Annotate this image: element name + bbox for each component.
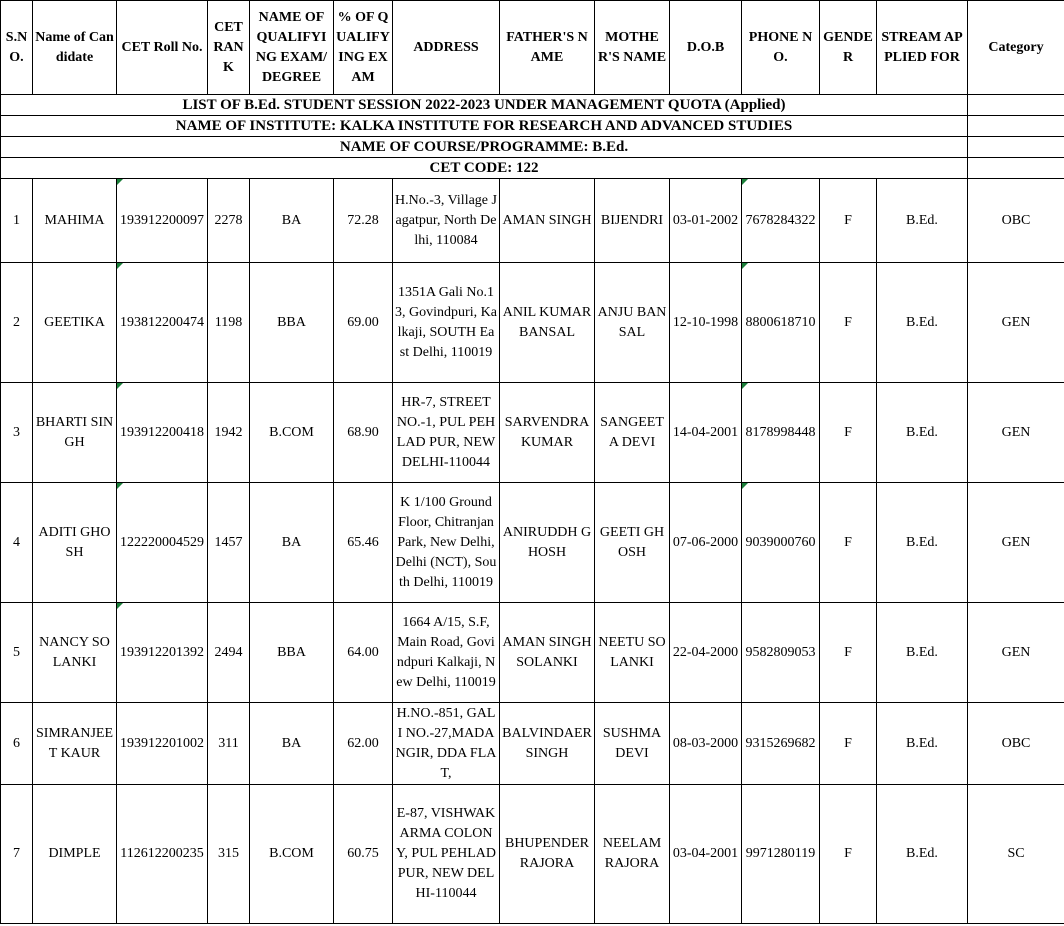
cell-category: OBC — [968, 179, 1064, 263]
title-row-course — [1, 137, 1064, 158]
cell-gender: F — [820, 483, 877, 603]
cell-name: GEETIKA — [33, 263, 117, 383]
cell-phone: 9582809053 — [742, 603, 820, 703]
header-stream: STREAM APPLIED FOR — [877, 1, 968, 95]
cell-dob: 03-01-2002 — [670, 179, 742, 263]
cell-rank: 315 — [208, 785, 250, 924]
cell-stream: B.Ed. — [877, 383, 968, 483]
cell-percent: 72.28 — [334, 179, 393, 263]
cell-sno: 6 — [1, 703, 33, 785]
cell-stream: B.Ed. — [877, 263, 968, 383]
cell-rank: 2278 — [208, 179, 250, 263]
header-phone: PHONE NO. — [742, 1, 820, 95]
cell-name: NANCY SOLANKI — [33, 603, 117, 703]
cell-mother-name: SUSHMA DEVI — [595, 703, 670, 785]
cell-phone: 9315269682 — [742, 703, 820, 785]
cell-father-name: BALVINDAER SINGH — [500, 703, 595, 785]
cell-category: OBC — [968, 703, 1064, 785]
cell-name: SIMRANJEET KAUR — [33, 703, 117, 785]
cell-gender: F — [820, 263, 877, 383]
cell-name: ADITI GHOSH — [33, 483, 117, 603]
title-spacer-cell — [968, 137, 1064, 158]
cell-stream: B.Ed. — [877, 785, 968, 924]
table-row — [1, 263, 1064, 383]
title-spacer-cell — [968, 116, 1064, 137]
cell-address: 1664 A/15, S.F, Main Road, Govindpuri Kalkaji, New Delhi, 110019 — [393, 603, 500, 703]
cell-percent: 60.75 — [334, 785, 393, 924]
cell-qualifying-exam: BBA — [250, 263, 334, 383]
header-name: Name of Candidate — [33, 1, 117, 95]
header-roll-no: CET Roll No. — [117, 1, 208, 95]
cell-mother-name: ANJU BANSAL — [595, 263, 670, 383]
title-spacer-cell — [968, 158, 1064, 179]
cell-mother-name: NEETU SOLANKI — [595, 603, 670, 703]
cell-father-name: BHUPENDER RAJORA — [500, 785, 595, 924]
cell-mother-name: BIJENDRI — [595, 179, 670, 263]
institute-title: NAME OF INSTITUTE: KALKA INSTITUTE FOR RESEARCH AND ADVANCED STUDIES — [1, 116, 968, 137]
cell-phone: 9039000760 — [742, 483, 820, 603]
cell-roll-no: 193912201002 — [117, 703, 208, 785]
cell-name: BHARTI SINGH — [33, 383, 117, 483]
title-spacer-cell — [968, 95, 1064, 116]
header-qualifying-exam: NAME OF QUALIFYING EXAM/DEGREE — [250, 1, 334, 95]
cell-phone: 8178998448 — [742, 383, 820, 483]
cell-rank: 311 — [208, 703, 250, 785]
cell-gender: F — [820, 603, 877, 703]
cell-name: MAHIMA — [33, 179, 117, 263]
header-row — [1, 1, 1064, 95]
header-dob: D.O.B — [670, 1, 742, 95]
header-father-name: FATHER'S NAME — [500, 1, 595, 95]
table-row — [1, 785, 1064, 924]
cell-roll-no: 193912200097 — [117, 179, 208, 263]
cell-rank: 1942 — [208, 383, 250, 483]
cell-dob: 07-06-2000 — [670, 483, 742, 603]
cell-percent: 68.90 — [334, 383, 393, 483]
cell-dob: 14-04-2001 — [670, 383, 742, 483]
cell-category: GEN — [968, 603, 1064, 703]
cell-stream: B.Ed. — [877, 703, 968, 785]
cell-roll-no: 122220004529 — [117, 483, 208, 603]
cell-roll-no: 112612200235 — [117, 785, 208, 924]
cell-gender: F — [820, 383, 877, 483]
table-row — [1, 703, 1064, 785]
cell-dob: 08-03-2000 — [670, 703, 742, 785]
header-category: Category — [968, 1, 1064, 95]
cell-qualifying-exam: B.COM — [250, 383, 334, 483]
header-rank: CET RANK — [208, 1, 250, 95]
cell-sno: 7 — [1, 785, 33, 924]
cell-dob: 12-10-1998 — [670, 263, 742, 383]
cell-mother-name: SANGEETA DEVI — [595, 383, 670, 483]
cell-mother-name: NEELAM RAJORA — [595, 785, 670, 924]
cell-qualifying-exam: B.COM — [250, 785, 334, 924]
cell-address: H.No.-3, Village Jagatpur, North Delhi, 110084 — [393, 179, 500, 263]
cell-father-name: ANIL KUMAR BANSAL — [500, 263, 595, 383]
cell-gender: F — [820, 179, 877, 263]
cell-sno: 3 — [1, 383, 33, 483]
header-address: ADDRESS — [393, 1, 500, 95]
cell-percent: 62.00 — [334, 703, 393, 785]
cell-stream: B.Ed. — [877, 483, 968, 603]
cell-category: SC — [968, 785, 1064, 924]
cell-qualifying-exam: BA — [250, 703, 334, 785]
cell-phone: 8800618710 — [742, 263, 820, 383]
table-row — [1, 179, 1064, 263]
cell-father-name: ANIRUDDH GHOSH — [500, 483, 595, 603]
cell-rank: 1198 — [208, 263, 250, 383]
cell-category: GEN — [968, 263, 1064, 383]
cell-percent: 65.46 — [334, 483, 393, 603]
cet-code-title: CET CODE: 122 — [1, 158, 968, 179]
cell-address: K 1/100 Ground Floor, Chitranjan Park, New Delhi, Delhi (NCT), South Delhi, 110019 — [393, 483, 500, 603]
course-title: NAME OF COURSE/PROGRAMME: B.Ed. — [1, 137, 968, 158]
cell-phone: 7678284322 — [742, 179, 820, 263]
cell-father-name: AMAN SINGH — [500, 179, 595, 263]
cell-roll-no: 193912201392 — [117, 603, 208, 703]
cell-gender: F — [820, 785, 877, 924]
cell-category: GEN — [968, 483, 1064, 603]
header-percent: % OF QUALIFYING EXAM — [334, 1, 393, 95]
cell-father-name: AMAN SINGH SOLANKI — [500, 603, 595, 703]
cell-rank: 2494 — [208, 603, 250, 703]
list-title: LIST OF B.Ed. STUDENT SESSION 2022-2023 UNDER MANAGEMENT QUOTA (Applied) — [1, 95, 968, 116]
cell-address: H.NO.-851, GALI NO.-27,MADANGIR, DDA FLAT, — [393, 703, 500, 785]
cell-father-name: SARVENDRA KUMAR — [500, 383, 595, 483]
header-gender: GENDER — [820, 1, 877, 95]
cell-address: 1351A Gali No.13, Govindpuri, Kalkaji, SOUTH East Delhi, 110019 — [393, 263, 500, 383]
cell-sno: 5 — [1, 603, 33, 703]
cell-sno: 4 — [1, 483, 33, 603]
cell-percent: 69.00 — [334, 263, 393, 383]
cell-name: DIMPLE — [33, 785, 117, 924]
cell-qualifying-exam: BA — [250, 179, 334, 263]
cell-roll-no: 193812200474 — [117, 263, 208, 383]
cell-address: E-87, VISHWAKARMA COLONY, PUL PEHLADPUR, NEW DELHI-110044 — [393, 785, 500, 924]
cell-address: HR-7, STREET NO.-1, PUL PEHLAD PUR, NEW DELHI-110044 — [393, 383, 500, 483]
title-row-cet-code — [1, 158, 1064, 179]
cell-sno: 2 — [1, 263, 33, 383]
table-row — [1, 603, 1064, 703]
cell-qualifying-exam: BA — [250, 483, 334, 603]
cell-mother-name: GEETI GHOSH — [595, 483, 670, 603]
cell-dob: 03-04-2001 — [670, 785, 742, 924]
cell-dob: 22-04-2000 — [670, 603, 742, 703]
cell-phone: 9971280119 — [742, 785, 820, 924]
title-row-institute — [1, 116, 1064, 137]
cell-percent: 64.00 — [334, 603, 393, 703]
cell-qualifying-exam: BBA — [250, 603, 334, 703]
header-sno: S.NO. — [1, 1, 33, 95]
header-mother-name: MOTHER'S NAME — [595, 1, 670, 95]
cell-category: GEN — [968, 383, 1064, 483]
cell-stream: B.Ed. — [877, 603, 968, 703]
table-row — [1, 483, 1064, 603]
cell-stream: B.Ed. — [877, 179, 968, 263]
cell-rank: 1457 — [208, 483, 250, 603]
table-row — [1, 383, 1064, 483]
cell-gender: F — [820, 703, 877, 785]
cell-roll-no: 193912200418 — [117, 383, 208, 483]
cell-sno: 1 — [1, 179, 33, 263]
title-row-list — [1, 95, 1064, 116]
